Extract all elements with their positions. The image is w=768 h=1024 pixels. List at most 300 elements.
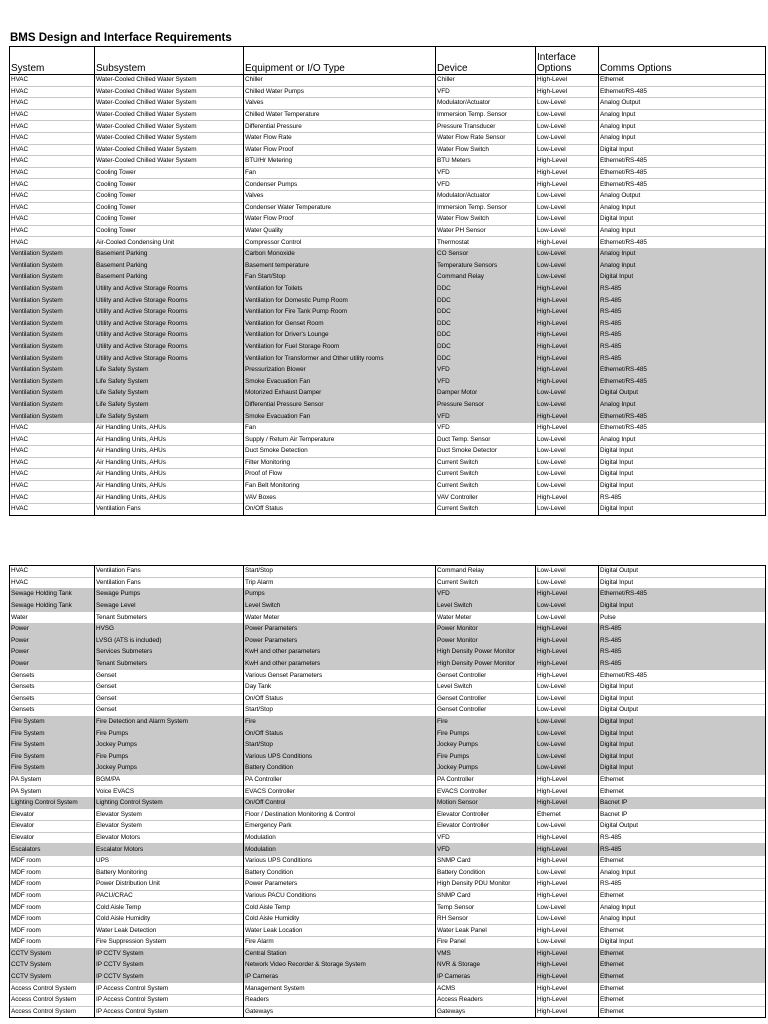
cell-equipment: Floor / Destination Monitoring & Control xyxy=(244,809,436,821)
cell-subsystem: Utility and Active Storage Rooms xyxy=(95,318,244,330)
cell-interface: High-Level xyxy=(536,156,599,168)
cell-equipment: Battery Condition xyxy=(244,867,436,879)
table-row xyxy=(10,960,766,972)
cell-device: Water PH Sensor xyxy=(436,225,536,237)
table-row xyxy=(10,156,766,168)
cell-interface: High-Level xyxy=(536,330,599,342)
cell-equipment: Ventilation for Fuel Storage Room xyxy=(244,341,436,353)
cell-subsystem: Sewage Level xyxy=(95,600,244,612)
cell-device: VFD xyxy=(436,179,536,191)
cell-interface: High-Level xyxy=(536,167,599,179)
document-title: BMS Design and Interface Requirements xyxy=(10,32,232,44)
cell-comms: Bacnet IP xyxy=(599,809,766,821)
table-row xyxy=(10,480,766,492)
cell-equipment: Fan Start/Stop xyxy=(244,272,436,284)
table-row xyxy=(10,388,766,400)
cell-interface: High-Level xyxy=(536,623,599,635)
cell-equipment: Fire Alarm xyxy=(244,937,436,949)
cell-comms: Digital Input xyxy=(599,144,766,156)
cell-system: HVAC xyxy=(10,109,95,121)
cell-equipment: Power Parameters xyxy=(244,623,436,635)
cell-equipment: Condenser Pumps xyxy=(244,179,436,191)
cell-device: Level Switch xyxy=(436,600,536,612)
cell-subsystem: Water-Cooled Chilled Water System xyxy=(95,132,244,144)
cell-equipment: Fan xyxy=(244,167,436,179)
cell-interface: High-Level xyxy=(536,341,599,353)
cell-interface: Low-Level xyxy=(536,913,599,925)
column-header-device: Device xyxy=(436,47,536,75)
cell-device: Genset Controller xyxy=(436,693,536,705)
cell-subsystem: Ventilation Fans xyxy=(95,577,244,589)
cell-subsystem: Elevator Motors xyxy=(95,832,244,844)
cell-system: Gensets xyxy=(10,693,95,705)
cell-device: CO Sensor xyxy=(436,248,536,260)
cell-subsystem: Life Safety System xyxy=(95,376,244,388)
table-row xyxy=(10,751,766,763)
cell-comms: Digital Output xyxy=(599,705,766,717)
cell-subsystem: Cold Aisle Humidity xyxy=(95,913,244,925)
cell-interface: Low-Level xyxy=(536,109,599,121)
table-2-body xyxy=(10,566,766,1018)
cell-subsystem: Utility and Active Storage Rooms xyxy=(95,341,244,353)
cell-equipment: Supply / Return Air Temperature xyxy=(244,434,436,446)
cell-comms: Bacnet IP xyxy=(599,797,766,809)
column-header-system: System xyxy=(10,47,95,75)
cell-interface: Low-Level xyxy=(536,469,599,481)
cell-interface: High-Level xyxy=(536,855,599,867)
cell-device: Power Monitor xyxy=(436,635,536,647)
cell-equipment: Ventilation for Genset Room xyxy=(244,318,436,330)
cell-equipment: Differential Pressure xyxy=(244,121,436,133)
cell-subsystem: IP Access Control System xyxy=(95,983,244,995)
cell-equipment: EVACS Controller xyxy=(244,786,436,798)
cell-system: Elevator xyxy=(10,809,95,821)
cell-comms: Analog Input xyxy=(599,902,766,914)
table-row xyxy=(10,283,766,295)
cell-comms: Ethernet/RS-485 xyxy=(599,237,766,249)
cell-equipment: Various PACU Conditions xyxy=(244,890,436,902)
cell-interface: Low-Level xyxy=(536,190,599,202)
cell-subsystem: Cooling Tower xyxy=(95,167,244,179)
table-row xyxy=(10,670,766,682)
table-row xyxy=(10,890,766,902)
cell-equipment: Level Switch xyxy=(244,600,436,612)
table-row xyxy=(10,86,766,98)
cell-interface: Low-Level xyxy=(536,705,599,717)
cell-subsystem: Water Leak Detection xyxy=(95,925,244,937)
cell-subsystem: IP Access Control System xyxy=(95,1006,244,1018)
cell-subsystem: IP CCTV System xyxy=(95,971,244,983)
table-row xyxy=(10,457,766,469)
cell-equipment: Water Flow Proof xyxy=(244,144,436,156)
table-row xyxy=(10,364,766,376)
cell-subsystem: Air Handling Units, AHUs xyxy=(95,469,244,481)
cell-equipment: On/Off Status xyxy=(244,693,436,705)
cell-device: Temperature Sensors xyxy=(436,260,536,272)
cell-comms: Ethernet xyxy=(599,971,766,983)
cell-equipment: Start/Stop xyxy=(244,566,436,578)
cell-system: Fire System xyxy=(10,763,95,775)
cell-device: DDC xyxy=(436,341,536,353)
table-row xyxy=(10,75,766,87)
cell-subsystem: Jockey Pumps xyxy=(95,739,244,751)
cell-interface: High-Level xyxy=(536,879,599,891)
cell-device: Fire Panel xyxy=(436,937,536,949)
cell-comms: Digital Input xyxy=(599,716,766,728)
cell-equipment: Power Parameters xyxy=(244,635,436,647)
cell-system: MDF room xyxy=(10,937,95,949)
cell-subsystem: Life Safety System xyxy=(95,388,244,400)
cell-equipment: BTU/Hr Metering xyxy=(244,156,436,168)
requirements-table-2 xyxy=(9,565,766,1018)
table-row xyxy=(10,202,766,214)
table-row xyxy=(10,295,766,307)
table-row xyxy=(10,446,766,458)
table-row xyxy=(10,994,766,1006)
cell-comms: Digital Input xyxy=(599,693,766,705)
cell-subsystem: Fire Pumps xyxy=(95,751,244,763)
table-row xyxy=(10,902,766,914)
cell-subsystem: Genset xyxy=(95,693,244,705)
cell-system: Escalators xyxy=(10,844,95,856)
cell-interface: Low-Level xyxy=(536,763,599,775)
cell-system: Ventilation System xyxy=(10,399,95,411)
cell-device: IP Cameras xyxy=(436,971,536,983)
cell-comms: Analog Output xyxy=(599,98,766,110)
cell-comms: Digital Input xyxy=(599,480,766,492)
cell-system: MDF room xyxy=(10,925,95,937)
table-row xyxy=(10,913,766,925)
cell-equipment: Start/Stop xyxy=(244,739,436,751)
cell-device: Motion Sensor xyxy=(436,797,536,809)
table-row xyxy=(10,589,766,601)
cell-subsystem: Water-Cooled Chilled Water System xyxy=(95,98,244,110)
cell-subsystem: Water-Cooled Chilled Water System xyxy=(95,86,244,98)
cell-interface: High-Level xyxy=(536,994,599,1006)
cell-device: DDC xyxy=(436,330,536,342)
table-row xyxy=(10,237,766,249)
cell-comms: Ethernet xyxy=(599,925,766,937)
cell-system: HVAC xyxy=(10,469,95,481)
cell-equipment: KwH and other parameters xyxy=(244,647,436,659)
cell-device: Water Meter xyxy=(436,612,536,624)
cell-device: VFD xyxy=(436,411,536,423)
table-row xyxy=(10,855,766,867)
table-row xyxy=(10,809,766,821)
cell-comms: Analog Input xyxy=(599,132,766,144)
cell-equipment: Smoke Evacuation Fan xyxy=(244,376,436,388)
table-row xyxy=(10,971,766,983)
table-row xyxy=(10,1006,766,1018)
cell-interface: Low-Level xyxy=(536,457,599,469)
table-row xyxy=(10,832,766,844)
cell-comms: Ethernet xyxy=(599,774,766,786)
table-row xyxy=(10,225,766,237)
cell-system: Power xyxy=(10,635,95,647)
cell-subsystem: Fire Suppression System xyxy=(95,937,244,949)
cell-device: Power Monitor xyxy=(436,623,536,635)
cell-comms: RS-485 xyxy=(599,635,766,647)
cell-interface: Low-Level xyxy=(536,716,599,728)
cell-system: HVAC xyxy=(10,237,95,249)
cell-interface: Low-Level xyxy=(536,728,599,740)
table-row xyxy=(10,983,766,995)
cell-subsystem: Basement Parking xyxy=(95,248,244,260)
cell-interface: High-Level xyxy=(536,774,599,786)
cell-equipment: Ventilation for Fire Tank Pump Room xyxy=(244,306,436,318)
cell-device: Modulator/Actuator xyxy=(436,98,536,110)
cell-equipment: Ventilation for Transformer and Other utility rooms xyxy=(244,353,436,365)
column-header-interface: Interface Options xyxy=(536,47,599,75)
cell-comms: Ethernet/RS-485 xyxy=(599,670,766,682)
cell-subsystem: Air Handling Units, AHUs xyxy=(95,492,244,504)
cell-equipment: IP Cameras xyxy=(244,971,436,983)
cell-interface: High-Level xyxy=(536,179,599,191)
cell-interface: High-Level xyxy=(536,492,599,504)
cell-system: HVAC xyxy=(10,144,95,156)
cell-interface: High-Level xyxy=(536,844,599,856)
cell-system: Access Control System xyxy=(10,994,95,1006)
cell-interface: High-Level xyxy=(536,658,599,670)
table-row xyxy=(10,492,766,504)
table-row xyxy=(10,399,766,411)
cell-comms: Ethernet xyxy=(599,960,766,972)
cell-interface: High-Level xyxy=(536,1006,599,1018)
table-row xyxy=(10,190,766,202)
cell-equipment: Pumps xyxy=(244,589,436,601)
cell-device: VFD xyxy=(436,844,536,856)
cell-device: ACMS xyxy=(436,983,536,995)
cell-comms: Digital Input xyxy=(599,457,766,469)
cell-comms: RS-485 xyxy=(599,353,766,365)
table-row xyxy=(10,566,766,578)
cell-subsystem: Life Safety System xyxy=(95,411,244,423)
cell-comms: Ethernet xyxy=(599,855,766,867)
table-row xyxy=(10,867,766,879)
cell-system: HVAC xyxy=(10,167,95,179)
table-row xyxy=(10,248,766,260)
cell-comms: Ethernet xyxy=(599,948,766,960)
cell-subsystem: Cooling Tower xyxy=(95,225,244,237)
cell-system: HVAC xyxy=(10,492,95,504)
cell-system: HVAC xyxy=(10,121,95,133)
cell-device: Pressure Sensor xyxy=(436,399,536,411)
cell-comms: Digital Input xyxy=(599,272,766,284)
cell-system: Ventilation System xyxy=(10,388,95,400)
cell-comms: Digital Output xyxy=(599,388,766,400)
cell-interface: Low-Level xyxy=(536,503,599,515)
cell-system: Gensets xyxy=(10,681,95,693)
cell-system: Access Control System xyxy=(10,983,95,995)
table-row xyxy=(10,612,766,624)
cell-comms: Digital Output xyxy=(599,566,766,578)
cell-interface: High-Level xyxy=(536,376,599,388)
cell-interface: Low-Level xyxy=(536,248,599,260)
requirements-table-1 xyxy=(9,46,766,516)
cell-interface: High-Level xyxy=(536,983,599,995)
cell-interface: Low-Level xyxy=(536,681,599,693)
table-row xyxy=(10,330,766,342)
cell-system: CCTV System xyxy=(10,960,95,972)
cell-equipment: Fan Belt Monitoring xyxy=(244,480,436,492)
cell-system: PA System xyxy=(10,786,95,798)
cell-equipment: Ventilation for Toilets xyxy=(244,283,436,295)
cell-system: HVAC xyxy=(10,190,95,202)
cell-comms: Analog Input xyxy=(599,248,766,260)
cell-device: High Density Power Monitor xyxy=(436,647,536,659)
table-row xyxy=(10,132,766,144)
cell-system: Ventilation System xyxy=(10,318,95,330)
cell-system: CCTV System xyxy=(10,948,95,960)
cell-system: Ventilation System xyxy=(10,272,95,284)
cell-device: Elevator Controller xyxy=(436,809,536,821)
cell-device: Gateways xyxy=(436,1006,536,1018)
cell-comms: Ethernet/RS-485 xyxy=(599,364,766,376)
cell-interface: High-Level xyxy=(536,635,599,647)
cell-system: Elevator xyxy=(10,832,95,844)
cell-subsystem: Air Handling Units, AHUs xyxy=(95,446,244,458)
cell-equipment: Motorized Exhaust Damper xyxy=(244,388,436,400)
cell-interface: Low-Level xyxy=(536,867,599,879)
cell-device: DDC xyxy=(436,295,536,307)
cell-equipment: Carbon Monoxide xyxy=(244,248,436,260)
cell-equipment: On/Off Status xyxy=(244,503,436,515)
cell-subsystem: Utility and Active Storage Rooms xyxy=(95,330,244,342)
table-row xyxy=(10,821,766,833)
cell-subsystem: Lighting Control System xyxy=(95,797,244,809)
cell-device: VFD xyxy=(436,167,536,179)
cell-interface: Low-Level xyxy=(536,612,599,624)
cell-equipment: Readers xyxy=(244,994,436,1006)
table-row xyxy=(10,341,766,353)
cell-device: EVACS Controller xyxy=(436,786,536,798)
table-row xyxy=(10,503,766,515)
cell-equipment: Proof of Flow xyxy=(244,469,436,481)
cell-equipment: PA Controller xyxy=(244,774,436,786)
table-row xyxy=(10,422,766,434)
cell-comms: Digital Input xyxy=(599,681,766,693)
cell-equipment: Smoke Evacuation Fan xyxy=(244,411,436,423)
cell-comms: Ethernet/RS-485 xyxy=(599,167,766,179)
cell-equipment: Various UPS Conditions xyxy=(244,855,436,867)
cell-interface: High-Level xyxy=(536,306,599,318)
cell-system: PA System xyxy=(10,774,95,786)
table-row xyxy=(10,600,766,612)
cell-equipment: Trip Alarm xyxy=(244,577,436,589)
cell-device: DDC xyxy=(436,283,536,295)
cell-interface: Low-Level xyxy=(536,225,599,237)
cell-interface: Low-Level xyxy=(536,121,599,133)
cell-system: MDF room xyxy=(10,879,95,891)
column-header-equipment: Equipment or I/O Type xyxy=(244,47,436,75)
cell-device: Fire xyxy=(436,716,536,728)
cell-comms: Ethernet xyxy=(599,890,766,902)
cell-subsystem: Basement Parking xyxy=(95,260,244,272)
table-row xyxy=(10,786,766,798)
cell-device: VFD xyxy=(436,86,536,98)
cell-interface: High-Level xyxy=(536,295,599,307)
cell-device: Chiller xyxy=(436,75,536,87)
cell-system: MDF room xyxy=(10,902,95,914)
cell-subsystem: Utility and Active Storage Rooms xyxy=(95,283,244,295)
cell-interface: High-Level xyxy=(536,589,599,601)
cell-subsystem: Voice EVACS xyxy=(95,786,244,798)
cell-equipment: Ventilation for Domestic Pump Room xyxy=(244,295,436,307)
cell-interface: Low-Level xyxy=(536,202,599,214)
cell-subsystem: Ventilation Fans xyxy=(95,503,244,515)
column-header-subsystem: Subsystem xyxy=(95,47,244,75)
cell-device: High Density PDU Monitor xyxy=(436,879,536,891)
cell-device: Duct Smoke Detector xyxy=(436,446,536,458)
cell-subsystem: Genset xyxy=(95,670,244,682)
cell-device: Command Relay xyxy=(436,272,536,284)
cell-interface: Low-Level xyxy=(536,693,599,705)
cell-system: Elevator xyxy=(10,821,95,833)
cell-device: Jockey Pumps xyxy=(436,739,536,751)
cell-equipment: Day Tank xyxy=(244,681,436,693)
cell-equipment: Differential Pressure Sensor xyxy=(244,399,436,411)
cell-comms: Analog Input xyxy=(599,867,766,879)
cell-system: HVAC xyxy=(10,214,95,226)
cell-interface: Low-Level xyxy=(536,577,599,589)
cell-comms: Analog Input xyxy=(599,260,766,272)
cell-interface: High-Level xyxy=(536,647,599,659)
cell-system: HVAC xyxy=(10,202,95,214)
cell-interface: High-Level xyxy=(536,971,599,983)
cell-comms: Ethernet/RS-485 xyxy=(599,422,766,434)
cell-system: HVAC xyxy=(10,434,95,446)
table-row xyxy=(10,318,766,330)
cell-subsystem: Water-Cooled Chilled Water System xyxy=(95,75,244,87)
cell-comms: Analog Input xyxy=(599,434,766,446)
cell-interface: Low-Level xyxy=(536,98,599,110)
cell-device: High Density Power Monitor xyxy=(436,658,536,670)
cell-subsystem: Life Safety System xyxy=(95,364,244,376)
cell-device: Immersion Temp. Sensor xyxy=(436,109,536,121)
table-row xyxy=(10,693,766,705)
table-row xyxy=(10,434,766,446)
cell-interface: High-Level xyxy=(536,237,599,249)
cell-subsystem: Utility and Active Storage Rooms xyxy=(95,353,244,365)
cell-system: Power xyxy=(10,647,95,659)
cell-comms: Ethernet/RS-485 xyxy=(599,179,766,191)
cell-equipment: Fire xyxy=(244,716,436,728)
cell-equipment: Battery Condition xyxy=(244,763,436,775)
cell-device: Water Flow Rate Sensor xyxy=(436,132,536,144)
cell-subsystem: Cooling Tower xyxy=(95,190,244,202)
table-row xyxy=(10,469,766,481)
cell-comms: Ethernet xyxy=(599,75,766,87)
cell-subsystem: Air Handling Units, AHUs xyxy=(95,480,244,492)
cell-interface: High-Level xyxy=(536,890,599,902)
cell-system: Ventilation System xyxy=(10,306,95,318)
cell-comms: Analog Input xyxy=(599,121,766,133)
cell-comms: RS-485 xyxy=(599,832,766,844)
cell-system: Ventilation System xyxy=(10,353,95,365)
cell-device: Battery Condition xyxy=(436,867,536,879)
cell-device: PA Controller xyxy=(436,774,536,786)
table-row xyxy=(10,306,766,318)
cell-subsystem: HVSG xyxy=(95,623,244,635)
cell-comms: Ethernet xyxy=(599,994,766,1006)
cell-system: Gensets xyxy=(10,705,95,717)
cell-device: Water Flow Switch xyxy=(436,144,536,156)
cell-comms: Digital Input xyxy=(599,577,766,589)
cell-comms: Digital Input xyxy=(599,728,766,740)
cell-system: HVAC xyxy=(10,132,95,144)
cell-interface: Low-Level xyxy=(536,937,599,949)
cell-device: Genset Controller xyxy=(436,670,536,682)
